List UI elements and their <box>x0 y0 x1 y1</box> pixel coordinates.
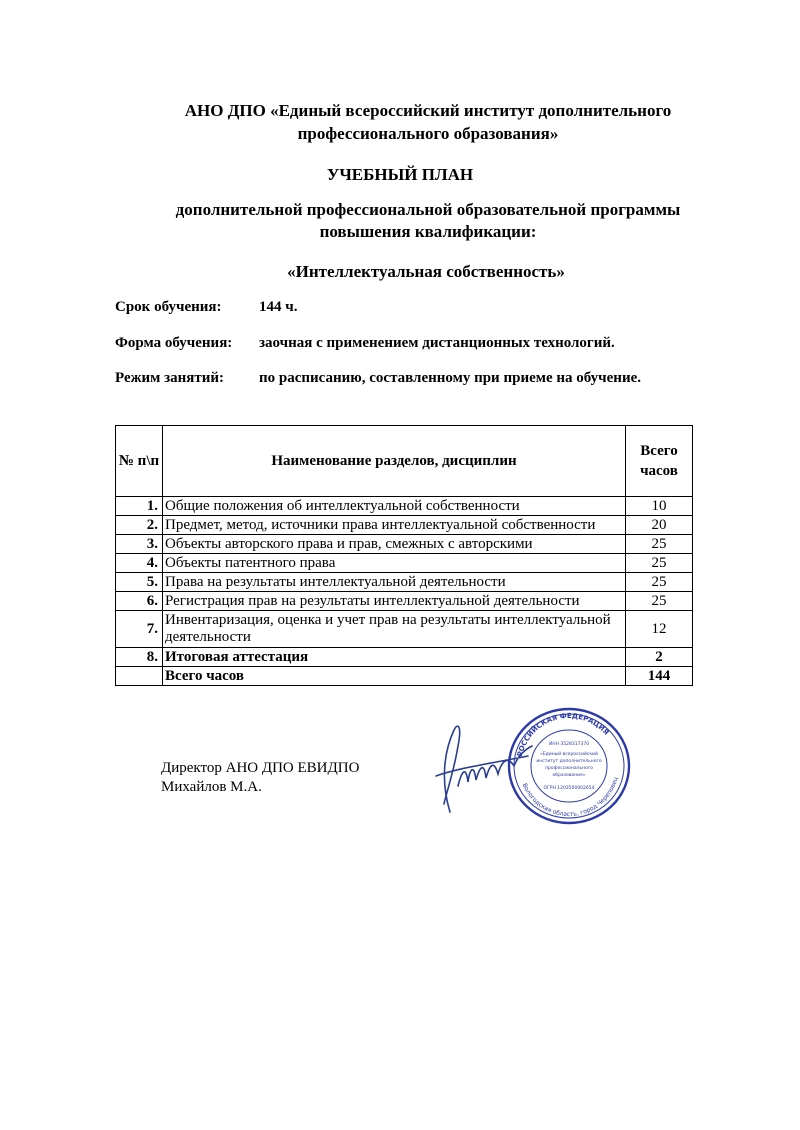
form-value: заочная с применением дистанционных технологий. <box>259 335 615 351</box>
svg-text:институт дополнительного: институт дополнительного <box>536 759 602 764</box>
row-number: 7. <box>116 611 163 648</box>
subtitle-line-2: повышения квалификации: <box>319 222 537 241</box>
row-number: 8. <box>116 648 163 667</box>
column-header-name: Наименование разделов, дисциплин <box>163 426 626 497</box>
table-row <box>116 648 693 667</box>
org-line-1: АНО ДПО «Единый всероссийский институт дополнительного <box>184 101 672 120</box>
row-number: 6. <box>116 592 163 611</box>
total-number-cell <box>116 667 163 686</box>
column-header-hours <box>626 426 693 497</box>
row-name: Объекты патентного права <box>163 554 626 573</box>
official-seal <box>505 705 633 827</box>
row-hours: 25 <box>626 535 693 554</box>
row-name: Объекты авторского права и прав, смежных с авторскими <box>163 535 626 554</box>
director-name: Михайлов М.А. <box>161 779 262 795</box>
duration-value: 144 ч. <box>259 299 298 315</box>
row-number: 3. <box>116 535 163 554</box>
row-hours: 12 <box>626 611 693 648</box>
table-row <box>116 611 693 648</box>
svg-text:ОГРН 1203500002654: ОГРН 1203500002654 <box>543 786 595 791</box>
row-name: Инвентаризация, оценка и учет прав на результаты интеллектуальной деятельности <box>163 611 626 648</box>
table-row <box>116 516 693 535</box>
curriculum-table <box>115 425 693 686</box>
total-label: Всего часов <box>163 667 626 686</box>
duration-label: Срок обучения: <box>115 299 222 315</box>
table-header-row <box>116 426 693 497</box>
row-number: 4. <box>116 554 163 573</box>
row-name: Регистрация прав на результаты интеллектуальной деятельности <box>163 592 626 611</box>
row-number: 5. <box>116 573 163 592</box>
svg-text:образования»: образования» <box>552 773 586 778</box>
row-hours: 25 <box>626 573 693 592</box>
total-row <box>116 667 693 686</box>
row-name: Итоговая аттестация <box>163 648 626 667</box>
row-name: Права на результаты интеллектуальной деятельности <box>163 573 626 592</box>
row-hours: 20 <box>626 516 693 535</box>
svg-text:«Единый всероссийский: «Единый всероссийский <box>540 752 598 757</box>
table-row <box>116 497 693 516</box>
row-name: Общие положения об интеллектуальной собственности <box>163 497 626 516</box>
row-number: 1. <box>116 497 163 516</box>
organization-title <box>60 99 796 145</box>
row-number: 2. <box>116 516 163 535</box>
svg-text:ИНН 3528317370: ИНН 3528317370 <box>548 742 590 747</box>
director-title: Директор АНО ДПО ЕВИДПО <box>161 760 360 776</box>
row-name: Предмет, метод, источники права интеллектуальной собственности <box>163 516 626 535</box>
table-row <box>116 535 693 554</box>
subtitle-line-1: дополнительной профессиональной образовательной программы <box>175 200 681 219</box>
form-label: Форма обучения: <box>115 335 233 351</box>
row-hours: 25 <box>626 554 693 573</box>
table-row <box>116 573 693 592</box>
svg-text:Вологодская область, город Чер: Вологодская область, город Череповец <box>520 776 620 819</box>
row-hours: 2 <box>626 648 693 667</box>
org-line-2: профессионального образования» <box>297 124 559 143</box>
program-name: «Интеллектуальная собственность» <box>287 262 565 281</box>
hours-header-line-1: Всего <box>640 443 678 459</box>
total-hours: 144 <box>626 667 693 686</box>
hours-header-line-2: часов <box>640 463 678 479</box>
row-hours: 25 <box>626 592 693 611</box>
row-hours: 10 <box>626 497 693 516</box>
program-subtitle <box>30 199 800 243</box>
table-row <box>116 554 693 573</box>
column-header-number: № п\п <box>116 426 163 497</box>
director-block <box>161 759 359 797</box>
svg-text:профессионального: профессионального <box>545 766 593 771</box>
table-row <box>116 592 693 611</box>
mode-value: по расписанию, составленному при приеме на обучение. <box>259 370 641 386</box>
plan-title: УЧЕБНЫЙ ПЛАН <box>326 165 474 184</box>
svg-text:РОССИЙСКАЯ ФЕДЕРАЦИЯ: РОССИЙСКАЯ ФЕДЕРАЦИЯ <box>515 711 611 758</box>
mode-label: Режим занятий: <box>115 370 225 386</box>
